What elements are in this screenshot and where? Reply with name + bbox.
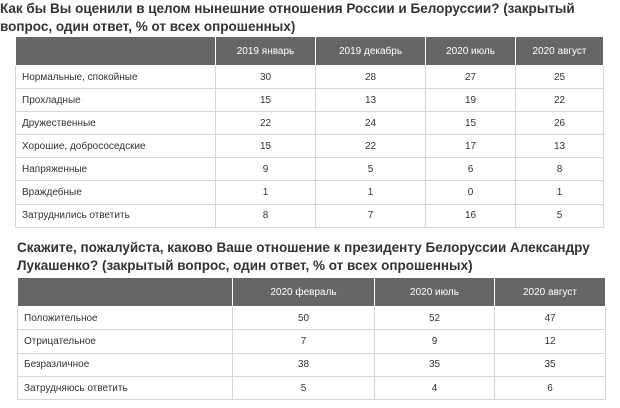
table-row [16, 89, 604, 112]
table-header-row [18, 278, 606, 307]
table-row [18, 353, 606, 376]
row-label: Безразличное [18, 353, 233, 376]
table-row [16, 158, 604, 181]
cell-value: 28 [316, 66, 426, 89]
cell-value: 15 [216, 135, 316, 158]
cell-value: 6 [495, 376, 606, 399]
table-row [16, 135, 604, 158]
question-2-title: Скажите, пожалуйста, каково Ваше отношение к президенту Белоруссии Александру Лукашенко? (закрытый вопрос, один ответ, % от всех опрошенных) [17, 240, 590, 273]
cell-value: 6 [426, 158, 516, 181]
table-row [18, 307, 606, 330]
table-row [18, 376, 606, 399]
cell-value: 27 [426, 66, 516, 89]
cell-value: 24 [316, 112, 426, 135]
cell-value: 1 [216, 181, 316, 204]
cell-value: 5 [316, 158, 426, 181]
cell-value: 50 [233, 307, 375, 330]
cell-value: 9 [375, 330, 495, 353]
column-header: 2019 декабрь [316, 37, 426, 66]
cell-value: 7 [316, 204, 426, 227]
row-label: Затруднились ответить [16, 204, 216, 227]
column-header: 2020 февраль [233, 278, 375, 307]
cell-value: 15 [426, 112, 516, 135]
header-corner-cell [16, 37, 216, 66]
cell-value: 35 [375, 353, 495, 376]
column-header: 2020 июль [426, 37, 516, 66]
cell-value: 22 [316, 135, 426, 158]
cell-value: 12 [495, 330, 606, 353]
cell-value: 22 [516, 89, 604, 112]
cell-value: 13 [316, 89, 426, 112]
cell-value: 9 [216, 158, 316, 181]
cell-value: 30 [216, 66, 316, 89]
cell-value: 16 [426, 204, 516, 227]
row-label: Нормальные, спокойные [16, 66, 216, 89]
row-label: Хорошие, добрососедские [16, 135, 216, 158]
cell-value: 25 [516, 66, 604, 89]
header-corner-cell [18, 278, 233, 307]
row-label: Положительное [18, 307, 233, 330]
row-label: Прохладные [16, 89, 216, 112]
cell-value: 0 [426, 181, 516, 204]
cell-value: 26 [516, 112, 604, 135]
table-row [16, 181, 604, 204]
row-label: Затрудняюсь ответить [18, 376, 233, 399]
cell-value: 15 [216, 89, 316, 112]
cell-value: 4 [375, 376, 495, 399]
cell-value: 19 [426, 89, 516, 112]
column-header: 2020 август [495, 278, 606, 307]
table-header-row [16, 37, 604, 66]
question-1-title: Как бы Вы оценили в целом нынешние отношения России и Белоруссии? (закрытый вопрос, один ответ, % от всех опрошенных) [0, 1, 575, 34]
table-row [16, 66, 604, 89]
cell-value: 5 [516, 204, 604, 227]
table-row [16, 112, 604, 135]
cell-value: 8 [216, 204, 316, 227]
cell-value: 35 [495, 353, 606, 376]
cell-value: 38 [233, 353, 375, 376]
column-header: 2019 январь [216, 37, 316, 66]
column-header: 2020 август [516, 37, 604, 66]
cell-value: 7 [233, 330, 375, 353]
row-label: Враждебные [16, 181, 216, 204]
column-header: 2020 июль [375, 278, 495, 307]
row-label: Дружественные [16, 112, 216, 135]
cell-value: 1 [516, 181, 604, 204]
row-label: Напряженные [16, 158, 216, 181]
cell-value: 8 [516, 158, 604, 181]
row-label: Отрицательное [18, 330, 233, 353]
cell-value: 52 [375, 307, 495, 330]
cell-value: 22 [216, 112, 316, 135]
cell-value: 13 [516, 135, 604, 158]
table-row [18, 330, 606, 353]
cell-value: 1 [316, 181, 426, 204]
cell-value: 5 [233, 376, 375, 399]
table-row [16, 204, 604, 227]
relations-table [15, 36, 604, 228]
lukashenko-attitude-table [17, 277, 606, 400]
cell-value: 17 [426, 135, 516, 158]
cell-value: 47 [495, 307, 606, 330]
